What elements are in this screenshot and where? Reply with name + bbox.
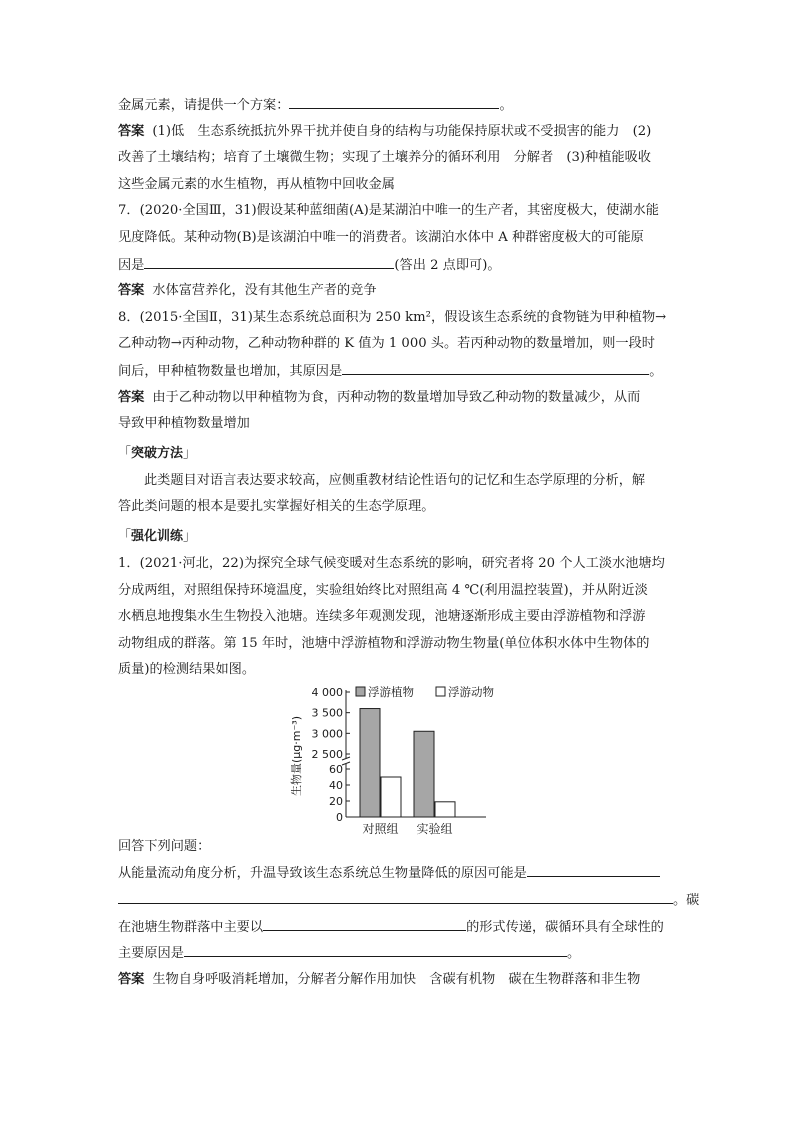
q6-tail-line [118,92,680,119]
bar-phytoplankton [414,731,434,817]
y-tick-label: 0 [336,810,343,824]
answer-label: 答案 [118,971,145,987]
figure-container [118,684,680,834]
answer-blank[interactable] [289,92,499,109]
training-line-3 [118,604,680,631]
y-tick-label: 20 [329,794,343,808]
bar-phytoplankton [360,708,380,816]
x-category-label: 对照组 [362,821,399,836]
training-line-4 [118,631,680,658]
training-text-1: 1．(2021·河北，22)为探究全球气候变暖对生态系统的影响，研究者将 20 个人工淡水池塘均 [118,555,665,571]
axis-break-mark [342,757,350,765]
questions-intro: 回答下列问题： [118,838,211,854]
question-3-line [118,940,680,967]
legend-label: 浮游植物 [368,684,414,699]
answer-blank[interactable] [118,887,673,904]
training-section-title [118,523,680,551]
bar-zooplankton [435,802,455,817]
answer-blank[interactable] [144,252,394,269]
q8-answer-text-1: 由于乙种动物以甲种植物为食，丙种动物的数量增加导致乙种动物的数量减少，从而 [152,389,641,405]
method-section-title [118,440,680,468]
y-tick-label: 3 500 [311,706,343,720]
answer-blank[interactable] [184,940,567,957]
y-tick-label: 60 [329,762,343,776]
q6-answer-line-3 [118,172,680,199]
training-text-5: 质量)的检测结果如图。 [118,662,256,678]
q6-answer-text-2: 改善了土壤结构；培育了土壤微生物；实现了土壤养分的循环利用 分解者 (3)种植能吸收 [118,150,651,166]
answer-label: 答案 [118,283,145,299]
q6-answer-text-3: 这些金属元素的水生植物，再从植物中回收金属 [118,176,395,192]
q6-answer-text-1: (1)低 生态系统抵抗外界干扰并使自身的结构与功能保持原状或不受损害的能力 (2) [152,123,652,139]
q7-line-3 [118,252,680,279]
x-category-label: 实验组 [416,821,453,836]
q8-line-1 [118,305,680,332]
legend-label: 浮游动物 [448,684,494,699]
training-line-5 [118,657,680,684]
answer-blank[interactable] [527,860,660,877]
q7-text-1: 7．(2020·全国Ⅲ，31)假设某种蓝细菌(A)是某湖泊中唯一的生产者，其密度极大，使湖水能 [118,203,659,219]
question-3-pre: 主要原因是 [118,946,184,962]
y-axis-label: 生物量(μg·m⁻³) [290,715,303,796]
training-line-2 [118,578,680,605]
bar-zooplankton [381,777,401,817]
q8-text-1: 8．(2015·全国Ⅱ，31)某生态系统总面积为 250 km²，假设该生态系统的食物链为甲种植物→ [118,309,667,325]
question-2-line [118,914,680,941]
q7-text-3-pre: 因是 [118,257,145,273]
question-1-end: 。碳 [673,893,700,909]
q8-answer-text-2: 导致甲种植物数量增加 [118,416,250,432]
q6-tail-text: 金属元素，请提供一个方案： [118,98,290,113]
bracket-icon: 「 [118,445,132,461]
method-text-2: 答此类问题的根本是要扎实掌握好相关的生态学原理。 [118,499,435,515]
bracket-icon: 」 [183,445,197,461]
training-title-text: 强化训练 [131,528,184,544]
final-answer-line [118,967,680,994]
question-3-end: 。 [566,946,581,962]
legend-swatch [356,687,365,696]
method-title-text: 突破方法 [131,445,184,461]
q6-answer-line-2 [118,145,680,172]
q7-line-2 [118,225,680,252]
q8-text-3-post: 。 [649,363,663,379]
q7-answer-text: 水体富营养化，没有其他生产者的竞争 [152,283,377,299]
method-text-1: 此类题目对语言表达要求较高，应侧重教材结论性语句的记忆和生态学原理的分析，解 [144,472,646,488]
question-1-text: 从能量流动角度分析，升温导致该生态系统总生物量降低的原因可能是 [118,866,527,882]
legend-swatch [436,687,445,696]
answer-blank[interactable] [342,358,649,375]
q8-answer-line-2 [118,411,680,438]
questions-intro-line [118,834,680,861]
document-page [118,92,700,993]
training-text-2: 分成两组，对照组保持环境温度，实验组始终比对照组高 4 ℃(利用温控装置)，并从附近淡 [118,582,648,598]
question-1-line [118,860,680,887]
training-line-1 [118,551,680,578]
q6-tail-end: 。 [499,98,513,113]
question-2-pre: 在池塘生物群落中主要以 [118,919,264,935]
q7-text-2: 见度降低。某种动物(B)是该湖泊中唯一的消费者。该湖泊水体中 A 种群密度极大的可能原 [118,229,644,245]
q7-line-1 [118,198,680,225]
y-tick-label: 3 000 [311,727,343,741]
q8-answer-line-1 [118,385,680,412]
y-tick-label: 2 500 [311,747,343,761]
method-line-1 [118,468,680,495]
question-1-continued-line [118,887,700,914]
training-text-3: 水栖息地搜集水生生物投入池塘。连续多年观测发现，池塘逐渐形成主要由浮游植物和浮游 [118,609,646,625]
training-text-4: 动物组成的群落。第 15 年时，池塘中浮游植物和浮游动物生物量(单位体积水体中生物体的 [118,635,650,651]
y-tick-label: 40 [329,778,343,792]
q8-line-3 [118,358,680,385]
bracket-icon: 」 [183,528,197,544]
biomass-bar-chart [288,684,508,834]
q8-text-3-pre: 间后，甲种植物数量也增加，其原因是 [118,363,343,379]
y-tick-label: 4 000 [311,685,343,699]
bracket-icon: 「 [118,528,132,544]
answer-label: 答案 [118,389,145,405]
q7-answer-line [118,278,680,305]
final-answer-text: 生物自身呼吸消耗增加，分解者分解作用加快 含碳有机物 碳在生物群落和非生物 [152,971,641,987]
q8-text-2: 乙种动物→丙种动物，乙种动物种群的 K 值为 1 000 头。若丙种动物的数量增加，则一段时 [118,336,655,352]
question-2-post: 的形式传递，碳循环具有全球性的 [466,919,664,935]
q7-text-3-post: (答出 2 点即可)。 [394,257,501,273]
method-line-2 [118,494,680,521]
answer-label: 答案 [118,123,145,139]
answer-blank[interactable] [263,914,466,931]
q6-answer-line-1 [118,119,680,146]
q8-line-2 [118,331,680,358]
